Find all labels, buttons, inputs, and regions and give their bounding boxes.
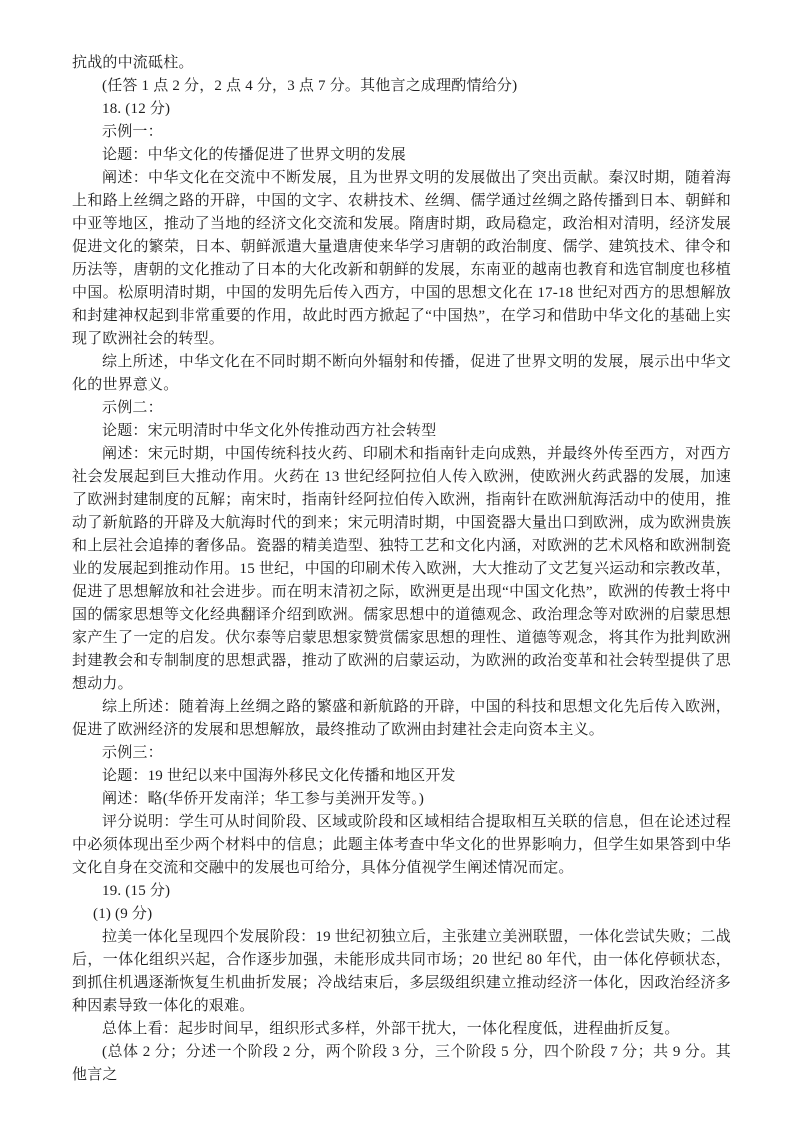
example-1-topic: 论题：中华文化的传播促进了世界文明的发展 — [102, 147, 407, 163]
q19-part1-answer: 拉美一体化呈现四个发展阶段：19 世纪初独立后，主张建立美洲联盟，一体化尝试失败；二战后，一体化组织兴起，合作逐步加强，未能形成共同市场；20 世纪 80 年代，由一体化停顿状态，到抓住机遇逐渐恢复生机曲折发展；冷战结束后，多层级组织建立推动经济一体化，因政治经济多种因素导致一体化的艰难。 — [72, 929, 731, 1014]
example-1-exposition: 阐述：中华文化在交流中不断发展，且为世界文明的发展做出了突出贡献。秦汉时期，随着海上和路上丝绸之路的开辟，中国的文字、农耕技术、丝绸、儒学通过丝绸之路传播到日本、朝鲜和中亚等地区，推动了当地的经济文化交流和发展。隋唐时期，政局稳定，政治相对清明，经济发展促进文化的繁荣，日本、朝鲜派遣大量遣唐使来华学习唐朝的政治制度、儒学、建筑技术、律令和历法等，唐朝的文化推动了日本的大化改新和朝鲜的发展，东南亚的越南也教育和选官制度也移植中国。松原明清时期，中国的发明先后传入西方，中国的思想文化在 17-18 世纪对西方的思想解放和封建神权起到非常重要的作用，故此时西方掀起了“中国热”，在学习和借助中华文化的基础上实现了欧洲社会的转型。 — [72, 170, 731, 347]
example-3-exposition: 阐述：略(华侨开发南洋；华工参与美洲开发等。) — [102, 791, 425, 807]
q19-part1-header: (1) (9 分) — [93, 906, 153, 922]
example-3-label: 示例三： — [102, 745, 163, 761]
example-1-conclusion: 综上所述，中华文化在不同时期不断向外辐射和传播，促进了世界文明的发展，展示出中华文化的世界意义。 — [72, 354, 731, 393]
example-1-label: 示例一： — [102, 124, 163, 140]
example-2-topic: 论题：宋元明清时中华文化外传推动西方社会转型 — [102, 423, 437, 439]
q19-header: 19. (15 分) — [102, 883, 171, 899]
example-2-exposition: 阐述：宋元时期，中国传统科技火药、印刷术和指南针走向成熟，并最终外传至西方，对西方社会发展起到巨大推动作用。火药在 13 世纪经阿拉伯人传入欧洲，使欧洲火药武器的发展，加速了欧洲封建制度的瓦解；南宋时，指南针经阿拉伯传入欧洲，指南针在欧洲航海活动中的使用，推动了新航路的开辟及大航海时代的到来；宋元明清时期，中国瓷器大量出口到欧洲，成为欧洲贵族和上层社会追捧的奢侈品。瓷器的精美造型、独特工艺和文化内涵，对欧洲的艺术风格和欧洲制瓷业的发展起到推动作用。15 世纪，中国的印刷术传入欧洲，大大推动了文艺复兴运动和宗教改革，促进了思想解放和社会进步。而在明末清初之际，欧洲更是出现“中国文化热”，欧洲的传教士将中国的儒家思想等文化经典翻译介绍到欧洲。儒家思想中的道德观念、政治理念等对欧洲的启蒙思想家产生了一定的启发。伏尔泰等启蒙思想家赞赏儒家思想的理性、道德等观念，将其作为批判欧洲封建教会和专制制度的思想武器，推动了欧洲的启蒙运动，为欧洲的政治变革和社会转型提供了思想动力。 — [72, 446, 731, 692]
example-3-topic: 论题：19 世纪以来中国海外移民文化传播和地区开发 — [102, 768, 456, 784]
q17-scoring-note: (任答 1 点 2 分，2 点 4 分，3 点 7 分。其他言之成理酌情给分) — [102, 78, 518, 94]
q19-part1-summary: 总体上看：起步时间早，组织形式多样，外部干扰大，一体化程度低，进程曲折反复。 — [102, 1021, 680, 1037]
q18-scoring-note: 评分说明：学生可从时间阶段、区域或阶段和区域相结合提取相互关联的信息，但在论述过程中必须体现出至少两个材料中的信息；此题主体考查中华文化的世界影响力，但学生如果答到中华文化自身在交流和交融中的发展也可给分，具体分值视学生阐述情况而定。 — [72, 814, 731, 876]
prev-answer-continuation: 抗战的中流砥柱。 — [72, 55, 194, 71]
q18-header: 18. (12 分) — [102, 101, 171, 117]
example-2-label: 示例二： — [102, 400, 163, 416]
example-2-conclusion: 综上所述：随着海上丝绸之路的繁盛和新航路的开辟，中国的科技和思想文化先后传入欧洲，促进了欧洲经济的发展和思想解放，最终推动了欧洲由封建社会走向资本主义。 — [72, 699, 731, 738]
q19-part1-scoring-note: (总体 2 分；分述一个阶段 2 分，两个阶段 3 分，三个阶段 5 分，四个阶段 7 分；共 9 分。其他言之 — [72, 1044, 731, 1083]
